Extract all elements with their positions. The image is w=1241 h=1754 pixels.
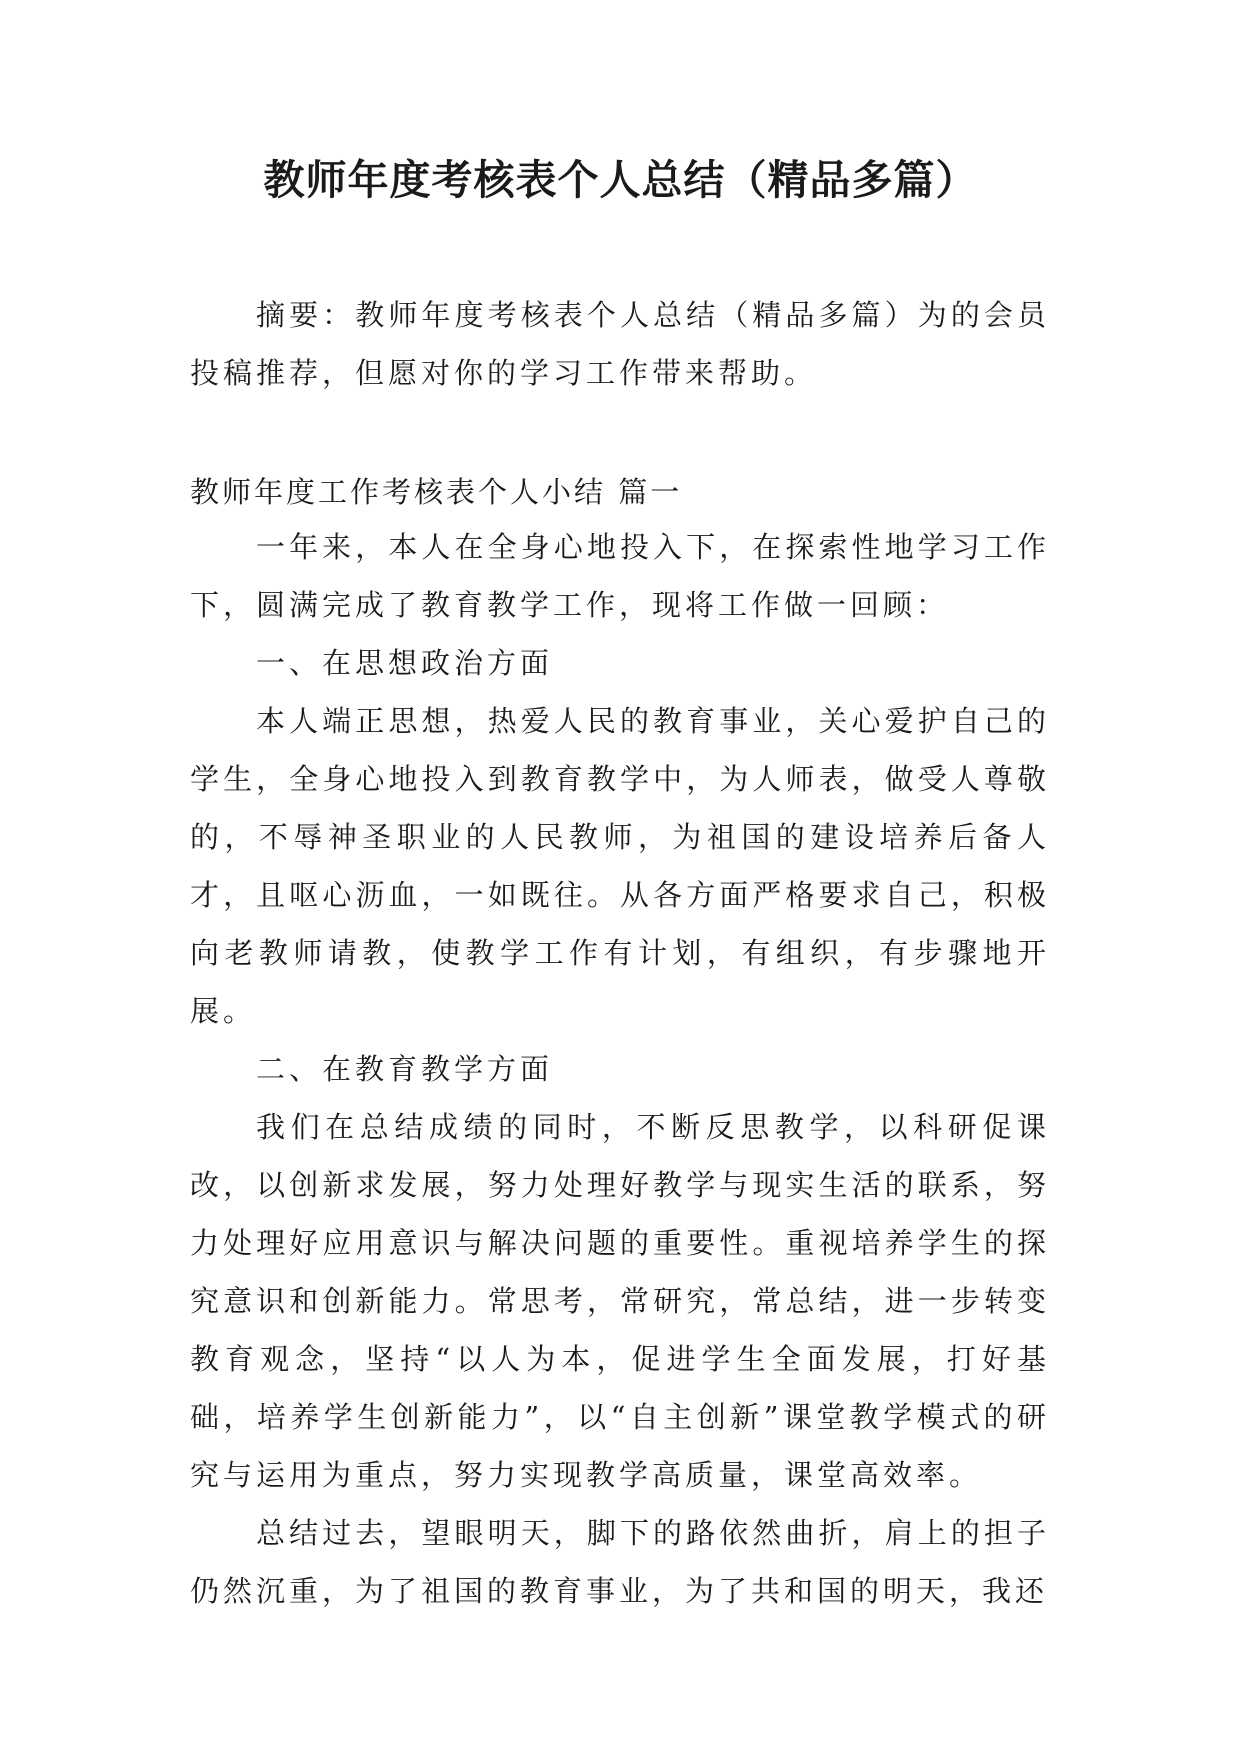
- section-title: 教师年度工作考核表个人小结 篇一: [190, 475, 683, 509]
- heading-teaching: 二、在教育教学方面: [256, 1052, 554, 1086]
- document-title: 教师年度考核表个人总结（精品多篇）: [263, 156, 978, 204]
- heading-political: 一、在思想政治方面: [256, 646, 554, 680]
- paragraph-political: 本人端正思想，热爱人民的教育事业，关心爱护自己的学生，全身心地投入到教育教学中，为人师表，做受人尊敬的，不辱神圣职业的人民教师，为祖国的建设培养后备人才，且呕心沥血，一如既往。从各方面严格要求自己，积极向老教师请教，使教学工作有计划，有组织，有步骤地开展。: [190, 704, 1050, 1028]
- paragraph-intro: 一年来，本人在全身心地投入下，在探索性地学习工作下，圆满完成了教育教学工作，现将工作做一回顾：: [190, 530, 1050, 622]
- document-body: [190, 518, 1050, 1620]
- abstract-paragraph: 摘要：教师年度考核表个人总结（精品多篇）为的会员投稿推荐，但愿对你的学习工作带来帮助。: [190, 298, 1050, 390]
- paragraph-conclusion: 总结过去，望眼明天，脚下的路依然曲折，肩上的担子仍然沉重，为了祖国的教育事业，为了共和国的明天，我还: [190, 1516, 1050, 1608]
- paragraph-teaching: 我们在总结成绩的同时，不断反思教学，以科研促课改，以创新求发展，努力处理好教学与现实生活的联系，努力处理好应用意识与解决问题的重要性。重视培养学生的探究意识和创新能力。常思考，常研究，常总结，进一步转变教育观念，坚持“以人为本，促进学生全面发展，打好基础，培养学生创新能力”，以“自主创新”课堂教学模式的研究与运用为重点，努力实现教学高质量，课堂高效率。: [190, 1110, 1050, 1492]
